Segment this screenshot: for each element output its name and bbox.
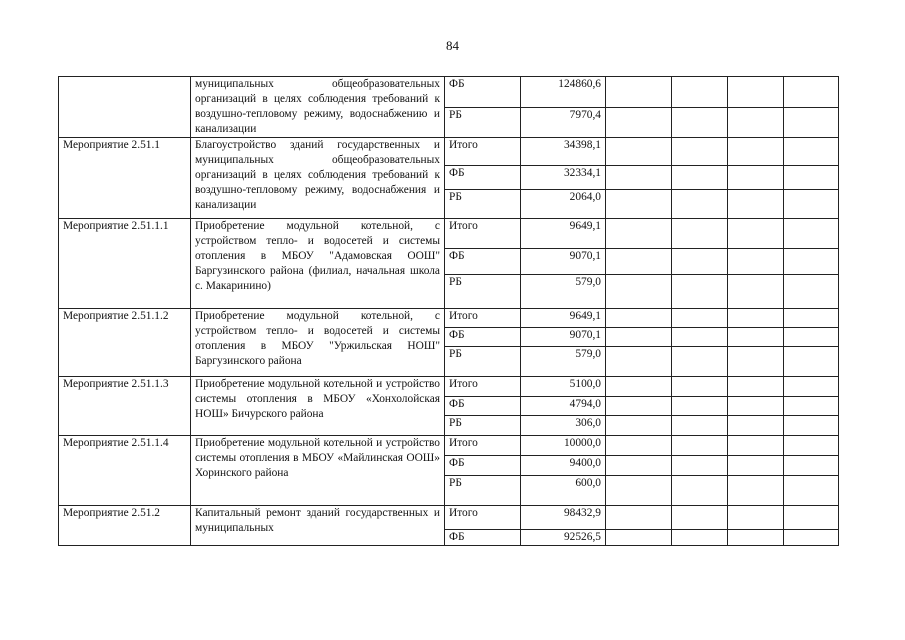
empty-cell — [606, 138, 672, 166]
empty-cell — [728, 347, 784, 377]
amount-cell: 9649,1 — [521, 219, 606, 249]
empty-cell — [784, 456, 839, 476]
empty-cell — [784, 506, 839, 530]
funding-table — [58, 76, 839, 546]
event-description-cell: Приобретение модульной котельной, с устройством тепло- и водосетей и системы отопления в МБОУ "Уржильская НОШ" Баргузинского района — [191, 309, 445, 377]
amount-cell: 124860,6 — [521, 77, 606, 108]
funding-source-cell: Итого — [445, 309, 521, 328]
empty-cell — [606, 506, 672, 530]
empty-cell — [606, 456, 672, 476]
event-description-cell: Капитальный ремонт зданий государственных и муниципальных — [191, 506, 445, 546]
empty-cell — [672, 166, 728, 190]
amount-cell: 579,0 — [521, 275, 606, 309]
empty-cell — [672, 249, 728, 275]
funding-source-cell: Итого — [445, 138, 521, 166]
empty-cell — [784, 219, 839, 249]
empty-cell — [728, 219, 784, 249]
empty-cell — [728, 476, 784, 506]
empty-cell — [784, 249, 839, 275]
empty-cell — [672, 328, 728, 347]
amount-cell: 32334,1 — [521, 166, 606, 190]
empty-cell — [672, 309, 728, 328]
amount-cell: 600,0 — [521, 476, 606, 506]
empty-cell — [728, 166, 784, 190]
empty-cell — [672, 138, 728, 166]
empty-cell — [784, 77, 839, 108]
amount-cell: 98432,9 — [521, 506, 606, 530]
event-code-cell — [59, 77, 191, 138]
empty-cell — [728, 77, 784, 108]
empty-cell — [672, 77, 728, 108]
empty-cell — [606, 190, 672, 219]
funding-source-cell: РБ — [445, 107, 521, 138]
empty-cell — [784, 309, 839, 328]
funding-source-cell: ФБ — [445, 397, 521, 416]
empty-cell — [728, 249, 784, 275]
empty-cell — [672, 275, 728, 309]
table-body — [59, 77, 839, 546]
empty-cell — [784, 107, 839, 138]
empty-cell — [672, 476, 728, 506]
empty-cell — [728, 377, 784, 397]
funding-source-cell: РБ — [445, 275, 521, 309]
empty-cell — [728, 190, 784, 219]
amount-cell: 5100,0 — [521, 377, 606, 397]
funding-source-cell: РБ — [445, 347, 521, 377]
empty-cell — [728, 530, 784, 546]
empty-cell — [728, 456, 784, 476]
empty-cell — [728, 416, 784, 436]
empty-cell — [606, 328, 672, 347]
empty-cell — [672, 107, 728, 138]
amount-cell: 9400,0 — [521, 456, 606, 476]
funding-source-cell: РБ — [445, 416, 521, 436]
event-description-cell: Благоустройство зданий государственных и муниципальных общеобразовательных организаций в целях соблюдения требований к воздушно-тепловому режиму, водоснабжения и канализации — [191, 138, 445, 219]
empty-cell — [728, 397, 784, 416]
funding-source-cell: ФБ — [445, 77, 521, 108]
amount-cell: 9070,1 — [521, 328, 606, 347]
empty-cell — [672, 397, 728, 416]
funding-source-cell: Итого — [445, 506, 521, 530]
event-code-cell: Мероприятие 2.51.1.4 — [59, 436, 191, 506]
event-code-cell: Мероприятие 2.51.2 — [59, 506, 191, 546]
amount-cell: 579,0 — [521, 347, 606, 377]
event-code-cell: Мероприятие 2.51.1.2 — [59, 309, 191, 377]
empty-cell — [672, 506, 728, 530]
table-row — [59, 309, 839, 328]
empty-cell — [672, 219, 728, 249]
empty-cell — [606, 275, 672, 309]
table-row — [59, 138, 839, 166]
funding-source-cell: ФБ — [445, 249, 521, 275]
empty-cell — [672, 377, 728, 397]
table-row — [59, 377, 839, 397]
amount-cell: 34398,1 — [521, 138, 606, 166]
event-description-cell: Приобретение модульной котельной и устройство системы отопления в МБОУ «Майлинская ООШ» Хоринского района — [191, 436, 445, 506]
amount-cell: 306,0 — [521, 416, 606, 436]
empty-cell — [728, 506, 784, 530]
empty-cell — [784, 166, 839, 190]
event-code-cell: Мероприятие 2.51.1.1 — [59, 219, 191, 309]
empty-cell — [784, 328, 839, 347]
funding-source-cell: ФБ — [445, 166, 521, 190]
empty-cell — [606, 107, 672, 138]
amount-cell: 2064,0 — [521, 190, 606, 219]
funding-source-cell: ФБ — [445, 530, 521, 546]
empty-cell — [784, 476, 839, 506]
funding-source-cell: Итого — [445, 377, 521, 397]
empty-cell — [728, 107, 784, 138]
empty-cell — [784, 347, 839, 377]
event-description-cell: Приобретение модульной котельной, с устройством тепло- и водосетей и системы отопления в МБОУ "Адамовская ООШ" Баргузинского района (филиал, начальная школа с. Макаринино) — [191, 219, 445, 309]
empty-cell — [606, 397, 672, 416]
empty-cell — [606, 166, 672, 190]
table-row — [59, 506, 839, 530]
empty-cell — [784, 377, 839, 397]
empty-cell — [606, 347, 672, 377]
table-row — [59, 219, 839, 249]
empty-cell — [606, 416, 672, 436]
amount-cell: 10000,0 — [521, 436, 606, 456]
empty-cell — [672, 436, 728, 456]
empty-cell — [672, 190, 728, 219]
funding-source-cell: РБ — [445, 476, 521, 506]
empty-cell — [784, 138, 839, 166]
empty-cell — [784, 275, 839, 309]
empty-cell — [606, 249, 672, 275]
empty-cell — [606, 219, 672, 249]
empty-cell — [784, 416, 839, 436]
funding-source-cell: ФБ — [445, 456, 521, 476]
funding-source-cell: РБ — [445, 190, 521, 219]
empty-cell — [784, 190, 839, 219]
empty-cell — [606, 77, 672, 108]
funding-source-cell: ФБ — [445, 328, 521, 347]
amount-cell: 9649,1 — [521, 309, 606, 328]
event-description-cell: Приобретение модульной котельной и устройство системы отопления в МБОУ «Хонхолойская НОШ» Бичурского района — [191, 377, 445, 436]
empty-cell — [728, 328, 784, 347]
empty-cell — [606, 377, 672, 397]
empty-cell — [784, 397, 839, 416]
empty-cell — [672, 530, 728, 546]
empty-cell — [728, 309, 784, 328]
event-code-cell: Мероприятие 2.51.1 — [59, 138, 191, 219]
amount-cell: 7970,4 — [521, 107, 606, 138]
event-description-cell: муниципальных общеобразовательных организаций в целях соблюдения требований к воздушно-тепловому режиму, водоснабжению и канализации — [191, 77, 445, 138]
amount-cell: 4794,0 — [521, 397, 606, 416]
empty-cell — [606, 309, 672, 328]
event-code-cell: Мероприятие 2.51.1.3 — [59, 377, 191, 436]
funding-source-cell: Итого — [445, 219, 521, 249]
empty-cell — [606, 436, 672, 456]
empty-cell — [728, 138, 784, 166]
amount-cell: 9070,1 — [521, 249, 606, 275]
empty-cell — [784, 436, 839, 456]
empty-cell — [728, 436, 784, 456]
funding-source-cell: Итого — [445, 436, 521, 456]
empty-cell — [672, 456, 728, 476]
table-row — [59, 77, 839, 108]
empty-cell — [672, 347, 728, 377]
amount-cell: 92526,5 — [521, 530, 606, 546]
table-row — [59, 436, 839, 456]
page-number: 84 — [446, 38, 459, 53]
empty-cell — [606, 530, 672, 546]
empty-cell — [606, 476, 672, 506]
empty-cell — [784, 530, 839, 546]
empty-cell — [728, 275, 784, 309]
empty-cell — [672, 416, 728, 436]
